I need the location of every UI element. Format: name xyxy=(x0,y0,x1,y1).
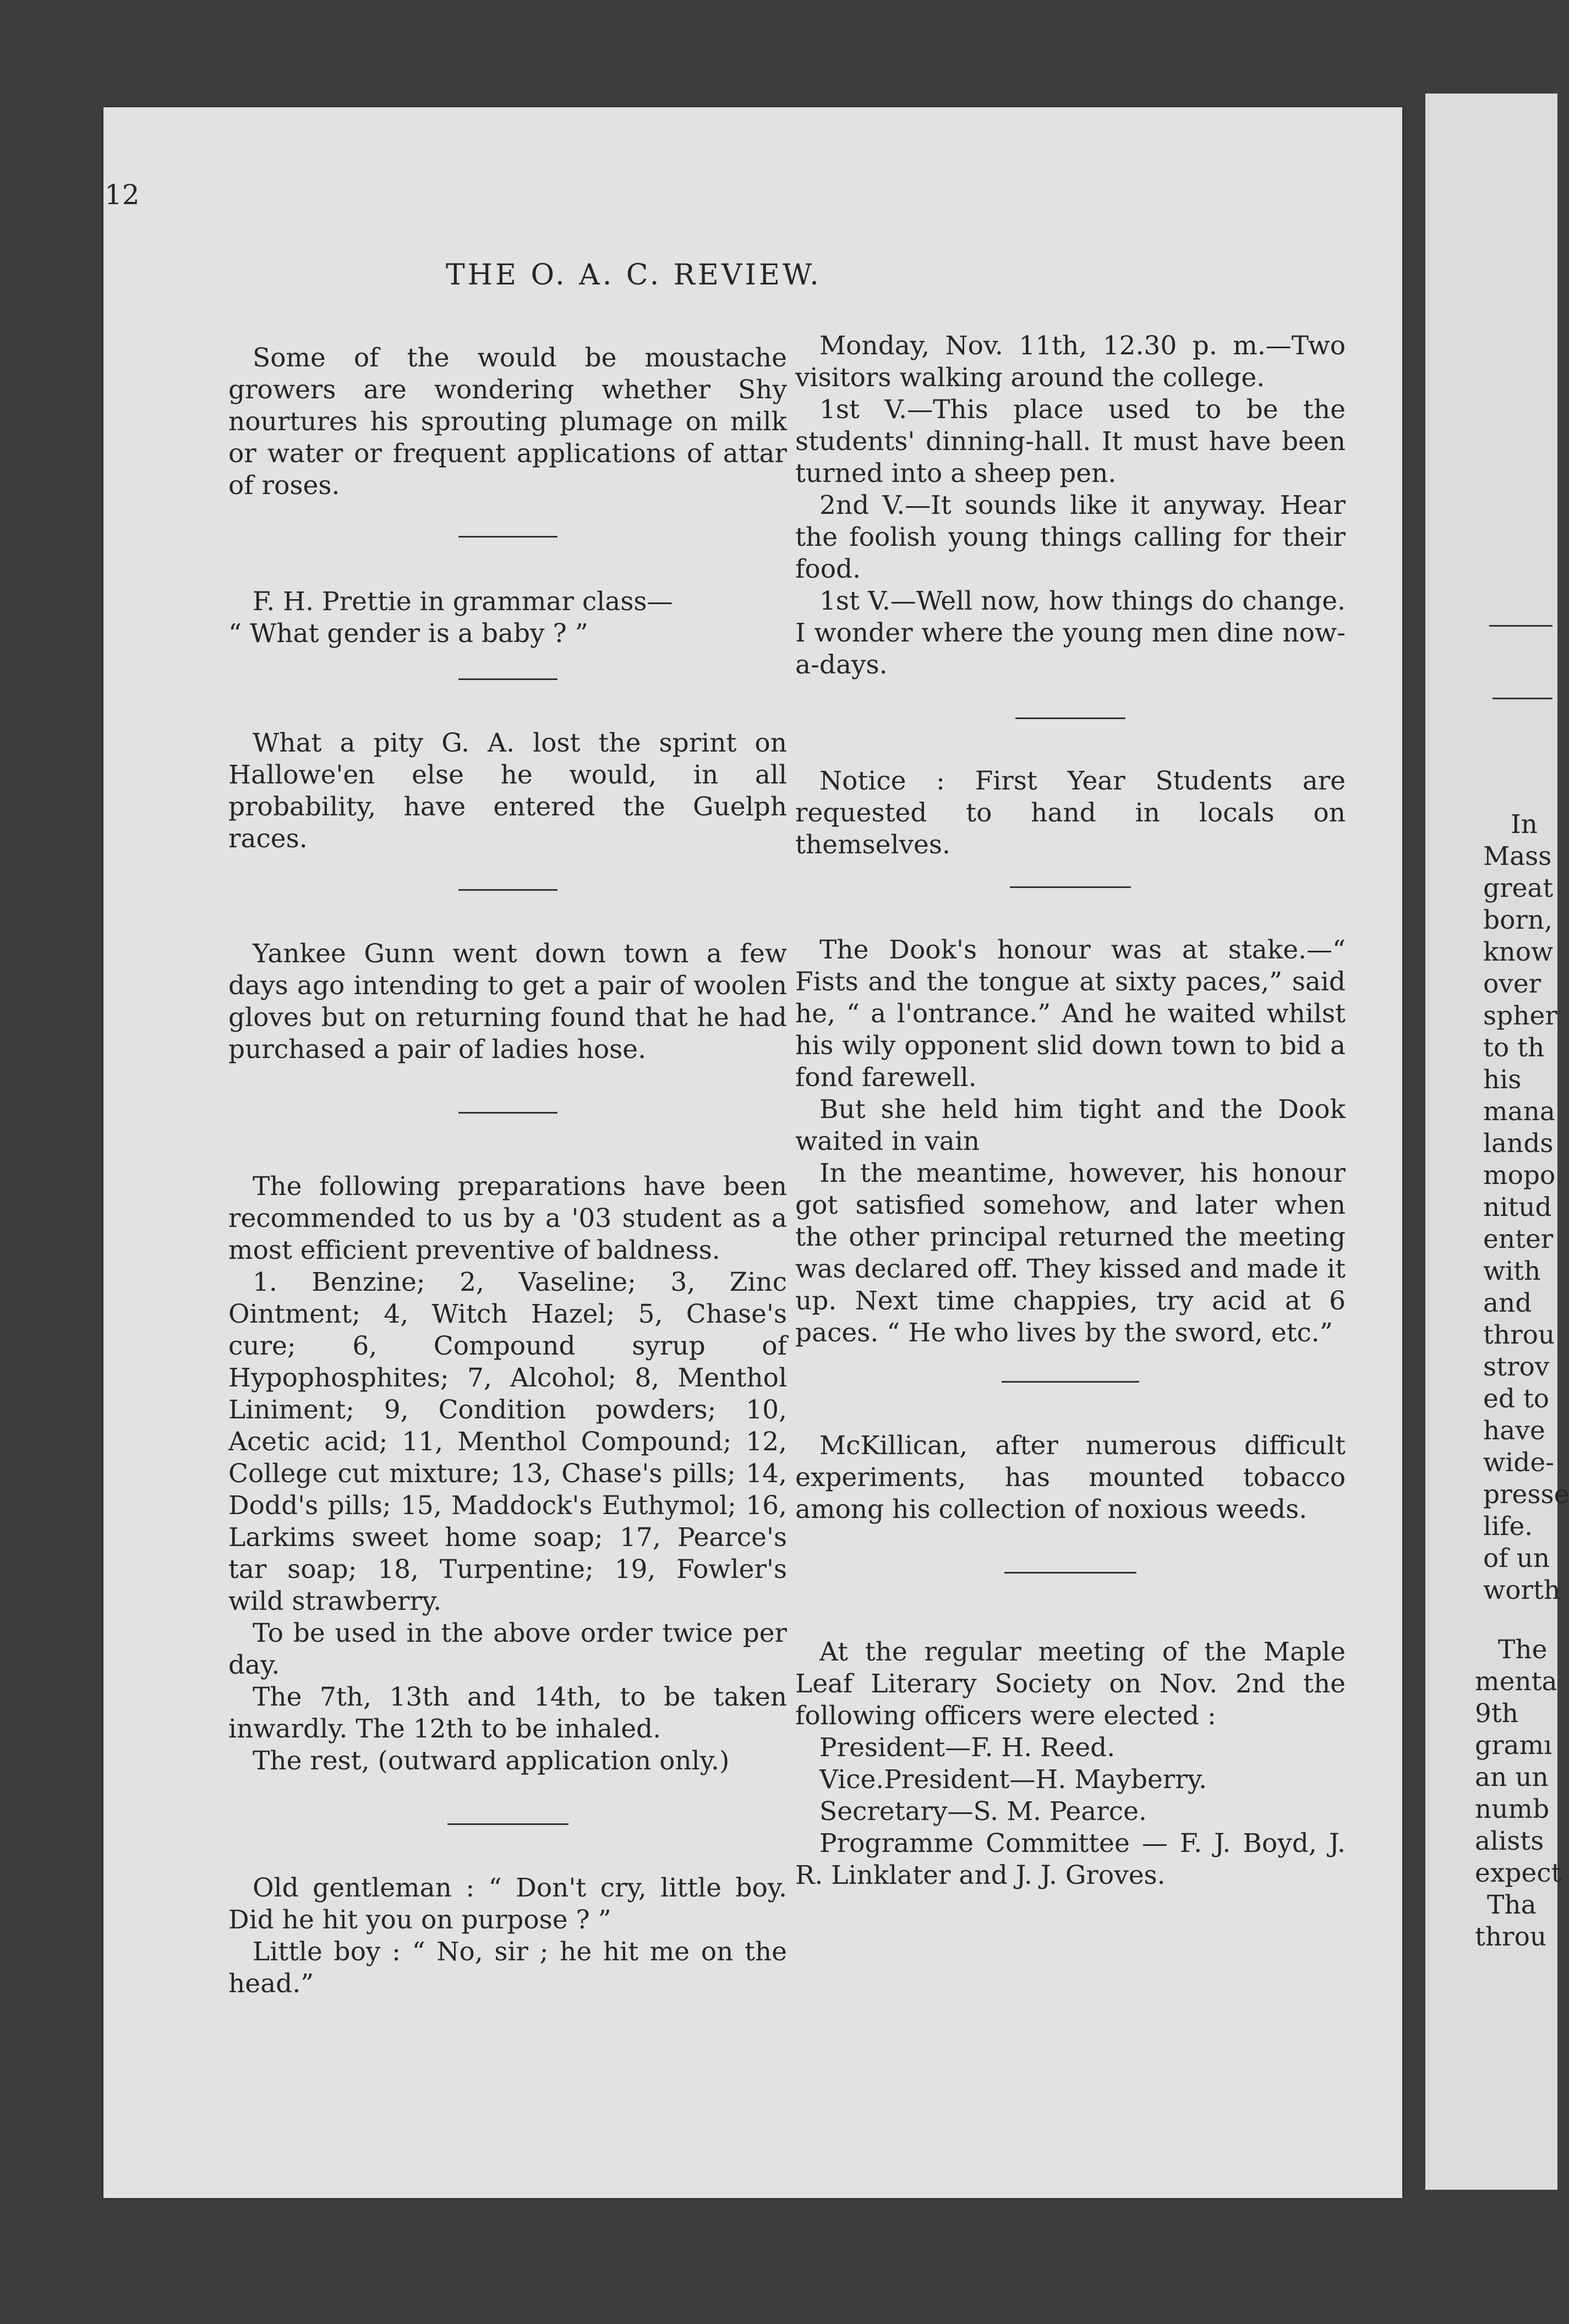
fragment-line: great xyxy=(1483,873,1554,903)
fragment-line: presse xyxy=(1483,1479,1569,1510)
fragment-line: and xyxy=(1483,1288,1532,1318)
visitor-1-line-b: 1st V.—Well now, how things do change. I wonder where the young men dine now-a-days. xyxy=(795,586,1346,680)
fragment-line: wide- xyxy=(1483,1448,1555,1478)
fragment-line: strov xyxy=(1483,1352,1550,1382)
visitor-1-line-a: 1st V.—This place used to be the students' dinning-hall. It must have been turned into a sheep pen. xyxy=(795,394,1346,489)
maple-leaf-item: At the regular meeting of the Maple Leaf Literary Society on Nov. 2nd the following officers were elected : xyxy=(795,1637,1346,1731)
fragment-line: his xyxy=(1483,1065,1522,1095)
separator-rule xyxy=(458,536,557,538)
moustache-item: Some of the would be moustache growers are wondering whether Shy nourtures his sprouting plumage on milk or water or frequent applications of attar of roses. xyxy=(228,343,787,501)
officer-programme-committee: Programme Committee — F. J. Boyd, J. R. Linklater and J. J. Groves. xyxy=(795,1828,1346,1890)
fragment-line: worth xyxy=(1483,1575,1561,1605)
fragment-line: expect xyxy=(1475,1858,1562,1888)
fragment-line: enter xyxy=(1483,1224,1554,1254)
separator-rule xyxy=(1002,1381,1139,1383)
separator-rule xyxy=(458,678,557,680)
next-page-rule xyxy=(1489,625,1552,627)
monday-item: Monday, Nov. 11th, 12.30 p. m.—Two visitors walking around the college. xyxy=(795,331,1346,393)
fragment-line: throu xyxy=(1483,1320,1555,1350)
little-boy-line: Little boy : “ No, sir ; he hit me on the head.” xyxy=(228,1937,787,1999)
running-title: THE O. A. C. REVIEW. xyxy=(446,259,822,292)
baldness-usage: To be used in the above order twice per day. xyxy=(228,1618,787,1680)
right-column xyxy=(795,330,1346,1892)
fragment-line: nitud xyxy=(1483,1192,1552,1223)
dook-paragraph-1: The Dook's honour was at stake.—“ Fists and the tongue at sixty paces,” said he, “ a l'ontrance.” And he waited whilst his wily opponent slid down town to bid a fond farewell. xyxy=(795,935,1346,1093)
page-number: 12 xyxy=(105,179,140,211)
mckillican-item: McKillican, after numerous difficult experiments, has mounted tobacco among his collection of noxious weeds. xyxy=(795,1430,1346,1525)
fragment-line: an un xyxy=(1475,1762,1549,1793)
fragment-line: The xyxy=(1498,1635,1548,1665)
fragment-line: numb xyxy=(1475,1794,1550,1824)
fragment-line: have xyxy=(1483,1416,1545,1446)
fragment-line: of un xyxy=(1483,1543,1550,1574)
fragment-line: ed to xyxy=(1483,1384,1550,1414)
fragment-line: spher xyxy=(1483,1001,1557,1031)
officer-vice-president: Vice.President—H. Mayberry. xyxy=(819,1764,1207,1795)
baldness-rest: The rest, (outward application only.) xyxy=(253,1746,730,1776)
fragment-line: gramı xyxy=(1475,1730,1552,1761)
baldness-intro: The following preparations have been recommended to us by a '03 student as a most efficient preventive of baldness. xyxy=(228,1171,787,1265)
prettie-item-line2: “ What gender is a baby ? ” xyxy=(228,618,588,649)
next-page-rule xyxy=(1493,698,1552,699)
fragment-line: Tha xyxy=(1487,1890,1537,1920)
fragment-line: with xyxy=(1483,1256,1541,1286)
fragment-line: 9th xyxy=(1475,1698,1519,1729)
fragment-line: to th xyxy=(1483,1033,1545,1063)
dook-paragraph-2: But she held him tight and the Dook waited in vain xyxy=(795,1094,1346,1156)
gunn-item: Yankee Gunn went down town a few days ago intending to get a pair of woolen gloves but on returning found that he had purchased a pair of ladies hose. xyxy=(228,939,787,1065)
fragment-line: In xyxy=(1511,809,1538,840)
dook-paragraph-3: In the meantime, however, his honour got satisfied somehow, and later when the other principal returned the meeting was declared off. They kissed and made it up. Next time chappies, try acid at 6 paces. “ He who lives by the sword, etc.” xyxy=(795,1158,1346,1348)
separator-rule xyxy=(458,1112,557,1114)
old-gentleman-line: Old gentleman : “ Don't cry, little boy. Did he hit you on purpose ? ” xyxy=(228,1873,787,1935)
fragment-line: lands xyxy=(1483,1128,1554,1159)
separator-rule xyxy=(1015,717,1125,719)
fragment-line: Mass xyxy=(1483,841,1552,872)
separator-rule xyxy=(1004,1572,1136,1574)
prettie-item-line1: F. H. Prettie in grammar class— xyxy=(253,587,673,617)
visitor-2-line: 2nd V.—It sounds like it anyway. Hear the foolish young things calling for their food. xyxy=(795,490,1346,584)
fragment-line: alists xyxy=(1475,1826,1544,1856)
sprint-item: What a pity G. A. lost the sprint on Hallowe'en else he would, in all probability, have entered the Guelph races. xyxy=(228,728,787,854)
separator-rule xyxy=(458,889,557,891)
fragment-line: born, xyxy=(1483,905,1553,935)
officer-secretary: Secretary—S. M. Pearce. xyxy=(819,1796,1147,1827)
notice-item: Notice : First Year Students are requested to hand in locals on themselves. xyxy=(795,766,1346,860)
separator-rule xyxy=(447,1823,568,1825)
next-page-fragment-block-1 xyxy=(1483,809,1569,1607)
next-page-fragment-block-2 xyxy=(1475,1634,1561,1953)
baldness-list: 1. Benzine; 2, Vaseline; 3, Zinc Ointment; 4, Witch Hazel; 5, Chase's cure; 6, Compound syrup of Hypophosphites; 7, Alcohol; 8, Menthol Liniment; 9, Condition powders; 10, Acetic acid; 11, Menthol Compound; 12, College cut mixture; 13, Chase's pills; 14, Dodd's pills; 15, Maddock's Euthymol; 16, Larkims sweet home soap; 17, Pearce's tar soap; 18, Turpentine; 19, Fowler's wild strawberry. xyxy=(228,1267,787,1616)
fragment-line: throu xyxy=(1475,1922,1547,1952)
left-column xyxy=(228,342,787,2000)
fragment-line: mana xyxy=(1483,1097,1555,1127)
officer-president: President—F. H. Reed. xyxy=(819,1733,1116,1763)
separator-rule xyxy=(1010,886,1131,888)
fragment-line: life. xyxy=(1483,1511,1533,1542)
fragment-line: over xyxy=(1483,969,1541,999)
fragment-line: menta xyxy=(1475,1667,1557,1697)
fragment-line: know xyxy=(1483,937,1554,967)
baldness-inward: The 7th, 13th and 14th, to be taken inwardly. The 12th to be inhaled. xyxy=(228,1682,787,1744)
fragment-line: mopo xyxy=(1483,1160,1556,1191)
